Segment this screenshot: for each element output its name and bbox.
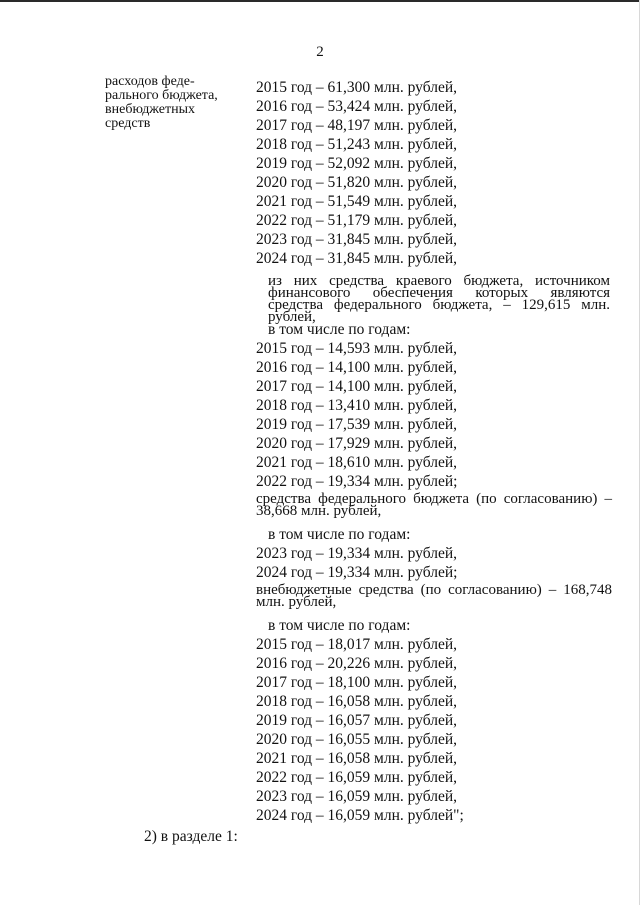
year-line: 2022 год – 16,059 млн. рублей,	[256, 769, 458, 786]
federal-budget-paragraph: средства федерального бюджета (по согласованию) – 38,668 млн. рублей,	[256, 491, 612, 519]
year-line: 2016 год – 53,424 млн. рублей,	[256, 98, 458, 115]
year-line: 2021 год – 16,058 млн. рублей,	[256, 750, 458, 767]
year-line: 2019 год – 16,057 млн. рублей,	[256, 712, 458, 729]
year-line: 2020 год – 16,055 млн. рублей,	[256, 731, 458, 748]
year-line: 2024 год – 19,334 млн. рублей;	[256, 564, 458, 581]
page-number: 2	[316, 44, 324, 60]
year-line: 2017 год – 14,100 млн. рублей,	[256, 378, 458, 395]
by-years-label: в том числе по годам:	[268, 526, 411, 543]
year-line: 2021 год – 51,549 млн. рублей,	[256, 193, 458, 210]
year-line: 2022 год – 51,179 млн. рублей,	[256, 212, 458, 229]
scan-top-border	[0, 0, 640, 2]
year-line: 2023 год – 16,059 млн. рублей,	[256, 788, 458, 805]
year-line: 2023 год – 31,845 млн. рублей,	[256, 231, 458, 248]
section-item: 2) в разделе 1:	[144, 828, 238, 845]
year-line: 2016 год – 20,226 млн. рублей,	[256, 655, 458, 672]
year-line: 2019 год – 52,092 млн. рублей,	[256, 155, 458, 172]
year-line: 2015 год – 18,017 млн. рублей,	[256, 636, 458, 653]
left-column-label	[105, 75, 245, 131]
by-years-label: в том числе по годам:	[268, 321, 411, 338]
year-line: 2018 год – 51,243 млн. рублей,	[256, 136, 458, 153]
year-line: 2022 год – 19,334 млн. рублей;	[256, 473, 458, 490]
year-line: 2018 год – 13,410 млн. рублей,	[256, 397, 458, 414]
year-line: 2020 год – 51,820 млн. рублей,	[256, 174, 458, 191]
extrabudget-paragraph: внебюджетные средства (по согласованию) – 168,748 млн. рублей,	[256, 582, 612, 610]
left-label-line: внебюджетных	[105, 102, 196, 117]
year-line: 2021 год – 18,610 млн. рублей,	[256, 454, 458, 471]
year-line: 2024 год – 31,845 млн. рублей,	[256, 250, 458, 267]
year-line: 2019 год – 17,539 млн. рублей,	[256, 416, 458, 433]
year-line: 2018 год – 16,058 млн. рублей,	[256, 693, 458, 710]
year-line: 2023 год – 19,334 млн. рублей,	[256, 545, 458, 562]
year-line: 2016 год – 14,100 млн. рублей,	[256, 359, 458, 376]
by-years-label: в том числе по годам:	[268, 617, 411, 634]
year-line: 2017 год – 48,197 млн. рублей,	[256, 117, 458, 134]
year-line: 2020 год – 17,929 млн. рублей,	[256, 435, 458, 452]
regional-budget-paragraph: из них средства краевого бюджета, источником финансового обеспечения которых являются средства федерального бюджета, – 129,615 млн. рублей,	[268, 273, 610, 325]
left-label-line: рального бюджета,	[105, 88, 218, 103]
year-line: 2015 год – 61,300 млн. рублей,	[256, 79, 458, 96]
left-label-line: средств	[105, 116, 151, 131]
year-line: 2017 год – 18,100 млн. рублей,	[256, 674, 458, 691]
year-line: 2015 год – 14,593 млн. рублей,	[256, 340, 458, 357]
year-line: 2024 год – 16,059 млн. рублей";	[256, 807, 464, 824]
left-label-line: расходов феде-	[105, 74, 195, 89]
